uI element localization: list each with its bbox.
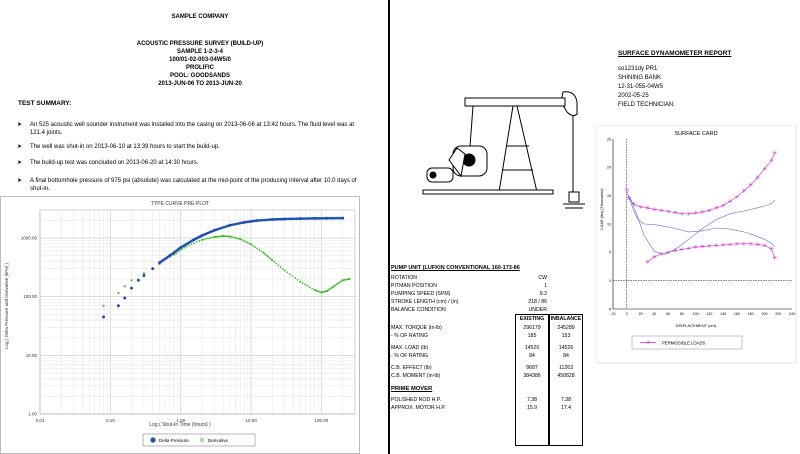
- derivative-point: [236, 237, 238, 239]
- derivative-point: [304, 284, 306, 286]
- summary-bullet: [17, 159, 370, 167]
- dynamometer-report: [391, 0, 800, 454]
- derivative-point: [280, 266, 282, 268]
- row-value: 84: [563, 353, 569, 359]
- card-y-tick: 10: [607, 222, 611, 227]
- permissible-load-point: ✳: [672, 209, 678, 217]
- derivative-point: [286, 271, 288, 273]
- derivative-point: [294, 277, 296, 279]
- delta-pressure-point: [151, 267, 154, 270]
- permissible-load-point: ✳: [768, 157, 774, 165]
- derivative-point: [205, 238, 207, 240]
- card-y-tick: 25: [607, 137, 611, 142]
- permissible-load-point: ✳: [741, 240, 747, 248]
- permissible-load-point: ✳: [626, 195, 632, 203]
- bullet-arrow-icon: ➤: [17, 122, 23, 128]
- permissible-load-point: ✳: [706, 207, 712, 215]
- derivative-point: [243, 240, 245, 242]
- derivative-point: [231, 236, 233, 238]
- card-y-label: LOAD (lbs) (Thousands): [600, 188, 604, 230]
- survey-title: ACOUSTIC PRESSURE SURVEY (BUILD-UP): [136, 41, 264, 47]
- operator: PROLIFIC: [186, 65, 214, 71]
- derivative-point: [282, 268, 284, 270]
- card-x-tick: 0: [625, 312, 628, 316]
- spec-value: 1: [544, 283, 547, 289]
- card-y-tick: -5: [607, 307, 611, 312]
- derivative-point: [254, 246, 256, 248]
- y-axis-label: Log ( Delta Pressure and Derivative (kPa) ): [4, 262, 9, 350]
- derivative-point: [179, 250, 181, 252]
- derivative-point: [102, 305, 104, 307]
- type-curve-chart: [0, 196, 360, 454]
- pump-jack-illustration: [413, 80, 593, 220]
- row-label: C.B. EFFECT (lb): [391, 365, 432, 371]
- row-value: 185: [527, 333, 537, 339]
- row-label: APPROX. MOTOR H.P.: [391, 405, 446, 411]
- derivative-point: [234, 237, 236, 239]
- card-legend: [632, 336, 742, 349]
- derivative-point: [340, 280, 342, 282]
- derivative-point: [260, 250, 262, 252]
- pump-unit-title: PUMP UNIT (LUFKIN CONVENTIONAL 160-173-86: [391, 265, 520, 271]
- company-name: SAMPLE COMPANY: [171, 14, 229, 20]
- delta-pressure-point: [178, 247, 181, 250]
- spec-value: 9.2: [539, 291, 547, 297]
- info-line: 2002-05-25: [618, 93, 649, 99]
- derivative-point: [221, 235, 223, 237]
- derivative-point: [275, 263, 277, 265]
- permissible-load-point: ✳: [693, 244, 699, 252]
- spec-label: STROKE LENGTH (cm) / (in): [391, 299, 459, 305]
- spec-value: CW: [538, 275, 547, 281]
- summary-bullet: [17, 121, 370, 137]
- delta-pressure-point: [130, 287, 133, 290]
- row-value: 14526: [558, 345, 574, 351]
- test-summary-title: TEST SUMMARY:: [18, 100, 72, 107]
- derivative-point: [250, 243, 252, 245]
- well-id: 100/01-02-003-04W5/0: [169, 57, 231, 63]
- permissible-load-point: ✳: [772, 255, 778, 262]
- bullet-text: A final bottomhole pressure of 975 psi (absolute) was calculated at the mid-point of the producing interval after 10.0 days of shut-in.: [30, 178, 357, 192]
- derivative-point: [334, 284, 336, 286]
- bullet-arrow-icon: ➤: [17, 160, 23, 166]
- spec-label: ROTATION: [391, 275, 418, 281]
- delta-pressure-point: [102, 316, 105, 319]
- permissible-load-point: ✳: [699, 243, 706, 251]
- row-value: 245289: [557, 325, 575, 331]
- permissible-load-point: ✳: [768, 245, 774, 253]
- derivative-point: [332, 286, 334, 288]
- spec-value: UNDER: [528, 307, 547, 313]
- permissible-load-point: ✳: [651, 206, 657, 214]
- bullet-text: The build-up test was concluded on 2013-06-20 at 14:30 hours.: [30, 160, 199, 166]
- card-title: SURFACE CARD: [674, 131, 718, 137]
- card-x-tick: -20: [610, 312, 616, 316]
- surface-card-chart: [596, 125, 800, 365]
- derivative-point: [284, 269, 286, 271]
- chart-title: TYPE CURVE PRE-PLOT: [150, 201, 210, 207]
- delta-pressure-point: [324, 217, 327, 220]
- col-header-existing: EXISTING: [519, 316, 545, 322]
- bullet-arrow-icon: ➤: [17, 144, 23, 150]
- prime-mover-title: PRIME MOVER: [391, 386, 433, 392]
- derivative-point: [207, 238, 209, 240]
- row-label: POLISHED ROD H.P.: [391, 397, 442, 403]
- derivative-point: [347, 278, 349, 280]
- delta-pressure-point: [123, 296, 126, 299]
- derivative-point: [124, 285, 126, 287]
- derivative-point: [319, 291, 321, 293]
- y-tick-label: 1000.00: [20, 235, 37, 241]
- chart-grid: [40, 210, 355, 414]
- derivative-point: [177, 251, 179, 253]
- derivative-point: [256, 248, 258, 250]
- delta-pressure-point: [254, 220, 257, 223]
- row-label: C.B. MOMENT (in-lb): [391, 373, 441, 379]
- y-tick-label: 10.00: [25, 352, 37, 358]
- permissible-load-point: ✳: [686, 245, 692, 253]
- row-value: 7.38: [560, 397, 572, 403]
- derivative-point: [175, 252, 177, 254]
- derivative-point: [241, 239, 243, 241]
- permissible-load-point: ✳: [748, 181, 754, 189]
- permissible-load-point: ✳: [741, 188, 747, 196]
- sample-id: SAMPLE 1-2-3-4: [176, 49, 223, 55]
- permissible-load-point: ✳: [679, 246, 685, 254]
- row-value: 450828: [557, 373, 575, 379]
- spec-value: 218 / 86: [528, 299, 547, 305]
- derivative-point: [278, 264, 280, 266]
- delta-pressure-point: [282, 218, 285, 221]
- derivative-point: [252, 245, 254, 247]
- derivative-point: [264, 253, 266, 255]
- derivative-point: [325, 290, 327, 292]
- permissible-load-point: ✳: [699, 209, 706, 217]
- permissible-load-point: ✳: [658, 207, 664, 215]
- derivative-point: [297, 279, 299, 281]
- derivative-point: [268, 257, 270, 259]
- permissible-load-point: ✳: [727, 198, 733, 206]
- delta-pressure-point: [269, 218, 272, 221]
- permissible-load-point: ✳: [644, 205, 650, 213]
- derivative-point: [273, 261, 275, 263]
- row-label: - % OF RATING: [391, 353, 429, 359]
- permissible-load-point: ✳: [631, 201, 637, 209]
- derivative-point: [191, 243, 193, 245]
- row-value: 15.9: [526, 405, 538, 411]
- derivative-point: [196, 241, 198, 243]
- derivative-point: [188, 244, 190, 246]
- derivative-point: [181, 248, 183, 250]
- permissible-load-point: ✳: [761, 242, 767, 250]
- legend-delta-label: Delta Pressure: [159, 438, 189, 443]
- permissible-load-point: ✳: [755, 241, 761, 249]
- summary-bullet: [17, 143, 370, 151]
- derivative-point: [307, 285, 309, 287]
- bullet-arrow-icon: ➤: [17, 178, 23, 184]
- info-line: SHINING BANK: [618, 75, 662, 81]
- pool: POOL: GOODSANDS: [169, 73, 230, 79]
- legend-derivative-marker: ✕: [199, 436, 205, 445]
- derivative-point: [193, 242, 195, 244]
- derivative-point: [239, 238, 241, 240]
- row-value: 384386: [523, 373, 541, 379]
- row-label: MAX. LOAD (lb): [391, 345, 429, 351]
- card-x-tick: 220: [775, 312, 782, 316]
- card-x-tick: 160: [733, 312, 740, 316]
- permissible-load-point: ✳: [748, 240, 754, 248]
- info-line: 12-31-055-04W5: [618, 84, 664, 90]
- legend-delta-marker: [150, 437, 155, 442]
- spec-label: PITMAN POSITION: [391, 283, 437, 289]
- permissible-load-point: ✳: [651, 253, 657, 261]
- permissible-load-point: ✳: [665, 249, 671, 257]
- delta-pressure-point: [137, 279, 140, 282]
- permissible-load-point: ✳: [672, 247, 678, 255]
- col-header-inbalance: INBALANCE: [550, 316, 582, 322]
- delta-pressure-point: [241, 221, 244, 224]
- delta-pressure-point: [167, 255, 170, 258]
- permissible-load-point: ✳: [720, 241, 726, 249]
- row-label: - % OF RATING: [391, 333, 429, 339]
- derivative-point: [203, 238, 205, 240]
- card-x-label: DISPLACEMENT (cm): [675, 323, 717, 328]
- card-x-tick: 200: [761, 312, 768, 316]
- x-tick-label: 100.00: [314, 418, 329, 423]
- row-value: 14526: [524, 345, 540, 351]
- permissible-load-point: ✳: [679, 210, 685, 218]
- spec-label: BALANCE CONDITION: [391, 307, 446, 313]
- derivative-point: [265, 254, 267, 256]
- row-value: 7.38: [526, 397, 538, 403]
- derivative-point: [270, 258, 272, 260]
- derivative-point: [309, 286, 311, 288]
- card-x-tick: 120: [706, 312, 713, 316]
- derivative-point: [245, 241, 247, 243]
- derivative-point: [302, 282, 304, 284]
- summary-bullet: [17, 177, 370, 193]
- delta-pressure-point: [312, 217, 315, 220]
- derivative-point: [311, 288, 313, 290]
- permissible-load-point: ✳: [713, 242, 719, 250]
- delta-pressure-point: [227, 225, 230, 228]
- derivative-point: [292, 275, 294, 277]
- card-x-tick: 180: [747, 312, 754, 316]
- x-tick-label: 10.00: [245, 418, 257, 423]
- date-range: 2013-JUN-06 TO 2013-JUN-20: [158, 81, 242, 87]
- y-tick-label: 100.00: [23, 294, 37, 300]
- derivative-point: [209, 237, 211, 239]
- permissible-load-point: ✳: [686, 210, 692, 218]
- permissible-load-point: ✳: [693, 210, 699, 218]
- acoustic-survey-document: [0, 0, 388, 454]
- card-x-tick: 140: [720, 312, 727, 316]
- x-axis-label: Log ( Shut-In Time (hours) ): [149, 422, 211, 428]
- page-divider: [388, 0, 390, 454]
- derivative-point: [228, 236, 230, 238]
- card-x-tick: 100: [692, 312, 699, 316]
- permissible-load-point: ✳: [665, 208, 671, 216]
- delta-pressure-point: [339, 217, 342, 220]
- card-y-tick: 0: [609, 278, 611, 283]
- derivative-point: [232, 236, 234, 238]
- report-title: SURFACE DYNAMOMETER REPORT: [618, 50, 732, 57]
- x-tick-label: 1.00: [176, 418, 186, 423]
- card-x-tick: 20: [638, 312, 643, 316]
- permissible-load-point: ✳: [720, 202, 726, 210]
- delta-pressure-point: [199, 235, 202, 238]
- info-line: FIELD TECHNICIAN:: [618, 102, 675, 108]
- derivative-point: [336, 283, 338, 285]
- derivative-point: [337, 282, 339, 284]
- card-legend-label: PERMISSIBLE LOADS: [662, 340, 706, 346]
- card-legend-star-icon: ✳: [645, 339, 651, 347]
- permissible-load-point: ✳: [755, 174, 761, 182]
- derivative-point: [267, 256, 269, 258]
- card-x-tick: 40: [652, 312, 657, 316]
- derivative-point: [339, 281, 341, 283]
- spec-label: PUMPING SPEED (SPM): [391, 291, 451, 297]
- card-y-tick: 15: [607, 193, 611, 198]
- delta-pressure-point: [297, 217, 300, 220]
- derivative-point: [130, 279, 132, 281]
- permissible-load-point: ✳: [727, 241, 733, 249]
- row-value: 296179: [523, 325, 541, 331]
- derivative-point: [299, 281, 301, 283]
- permissible-load-point: ✳: [638, 204, 644, 211]
- derivative-point: [248, 243, 250, 245]
- bullet-text: An 525 acoustic well sounder instrument was installed into the casing on 2013-06-06 at 13:42 hours. The fluid level was at 121.4 joints.: [30, 122, 355, 136]
- row-value: 153: [561, 333, 571, 339]
- permissible-load-point: ✳: [772, 150, 778, 158]
- delta-pressure-point: [142, 274, 145, 277]
- row-value: 17.4: [560, 405, 572, 411]
- x-tick-label: 0.01: [35, 418, 45, 423]
- row-value: 11263: [558, 365, 574, 371]
- derivative-point: [238, 238, 240, 240]
- derivative-point: [289, 273, 291, 275]
- derivative-point: [183, 247, 185, 249]
- permissible-load-point: ✳: [761, 166, 767, 174]
- row-value: 84: [529, 353, 535, 359]
- delta-pressure-point: [190, 240, 193, 243]
- permissible-load-point: ✳: [624, 187, 630, 194]
- permissible-load-point: ✳: [644, 258, 650, 266]
- card-y-tick: 5: [609, 250, 611, 255]
- bullet-text: The well was shut-in on 2013-06-10 at 13:39 hours to start the build-up.: [30, 144, 220, 150]
- card-x-tick: 60: [666, 312, 671, 316]
- card-x-tick: 240: [789, 312, 795, 316]
- row-value: 9687: [526, 365, 538, 371]
- derivative-point: [198, 240, 200, 242]
- card-x-tick: 80: [679, 312, 684, 316]
- legend-derivative-label: Derivative: [208, 438, 229, 443]
- x-tick-label: 0.10: [105, 418, 115, 423]
- derivative-point: [211, 237, 213, 239]
- derivative-point: [247, 242, 249, 244]
- permissible-load-point: ✳: [734, 240, 740, 248]
- derivative-point: [201, 239, 203, 241]
- permissible-load-point: ✳: [658, 251, 664, 259]
- row-label: MAX. TORQUE (in-lb): [391, 325, 442, 331]
- delta-pressure-point: [117, 304, 120, 307]
- card-y-tick: 20: [607, 165, 611, 170]
- chart-legend: [143, 434, 255, 446]
- delta-pressure-point: [211, 230, 214, 233]
- permissible-load-point: ✳: [713, 205, 719, 213]
- y-tick-label: 1.00: [28, 411, 37, 417]
- permissible-load-point: ✳: [706, 243, 712, 251]
- permissible-load-point: ✳: [734, 193, 740, 201]
- derivative-point: [117, 292, 119, 294]
- derivative-point: [258, 249, 260, 251]
- info-line: so1231dy PR1: [618, 66, 658, 72]
